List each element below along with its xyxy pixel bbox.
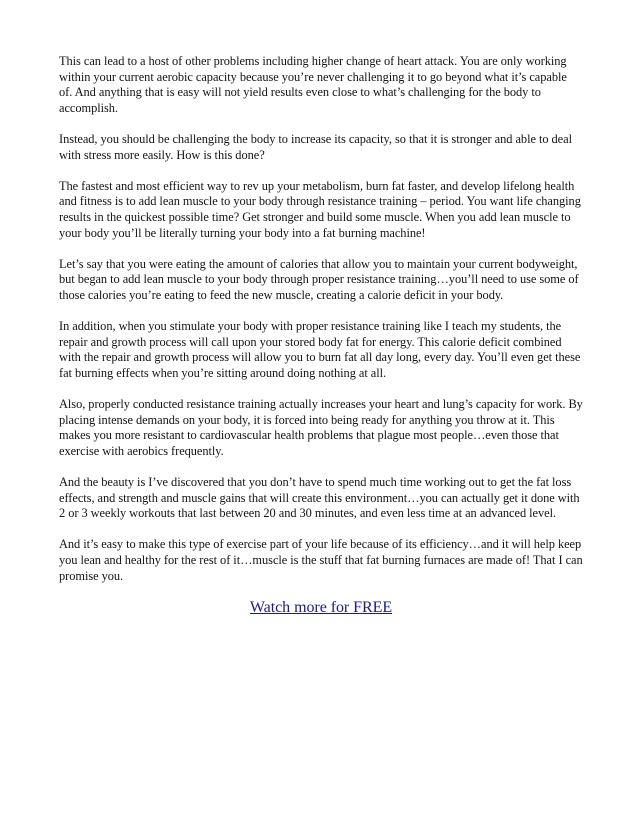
- paragraph-3: The fastest and most efficient way to rev up your metabolism, burn fat faster, and develop lifelong health and fitness is to add lean muscle to your body through resistance training – period. You want life changing results in the quickest possible time? Get stronger and build some muscle. When you add lean muscle to your body you’ll be literally turning your body into a fat burning machine!: [59, 178, 581, 240]
- document-page: [59, 54, 583, 616]
- paragraph-4: Let’s say that you were eating the amount of calories that allow you to maintain your current bodyweight, but began to add lean muscle to your body through proper resistance training…you’ll need to use some of those calories you’re eating to feed the new muscle, creating a calorie deficit in your body.: [59, 256, 579, 302]
- paragraph-8: And it’s easy to make this type of exercise part of your life because of its efficiency…and it will help keep you lean and healthy for the rest of it…muscle is the stuff that fat burning furnaces are made of! That I can promise you.: [59, 537, 583, 583]
- watch-more-link[interactable]: Watch more for FREE: [249, 598, 393, 616]
- link-container: [59, 600, 583, 617]
- paragraph-5: In addition, when you stimulate your body with proper resistance training like I teach my students, the repair and growth process will call upon your stored body fat for energy. This calorie deficit combined with the repair and growth process will allow you to burn fat all day long, every day. You’ll even get these fat burning effects when you’re sitting around doing nothing at all.: [59, 319, 581, 380]
- paragraph-7: And the beauty is I’ve discovered that you don’t have to spend much time working out to get the fat loss effects, and strength and muscle gains that will create this environment…you can actually get it done with 2 or 3 weekly workouts that last between 20 and 30 minutes, and even less time at an advanced level.: [59, 475, 580, 521]
- paragraph-6: Also, properly conducted resistance training actually increases your heart and lung’s capacity for work. By placing intense demands on your body, it is forced into being ready for anything you throw at it. This makes you more resistant to cardiovascular health problems that plague most people…even those that exercise with aerobics frequently.: [59, 397, 583, 458]
- paragraph-2: Instead, you should be challenging the body to increase its capacity, so that it is stronger and able to deal with stress more easily. How is this done?: [59, 131, 572, 162]
- paragraph-1: This can lead to a host of other problems including higher change of heart attack. You are only working within your current aerobic capacity because you’re never challenging it to go beyond what it’s capable of. And anything that is easy will not yield results even close to what’s challenging for the body to accomplish.: [59, 54, 567, 115]
